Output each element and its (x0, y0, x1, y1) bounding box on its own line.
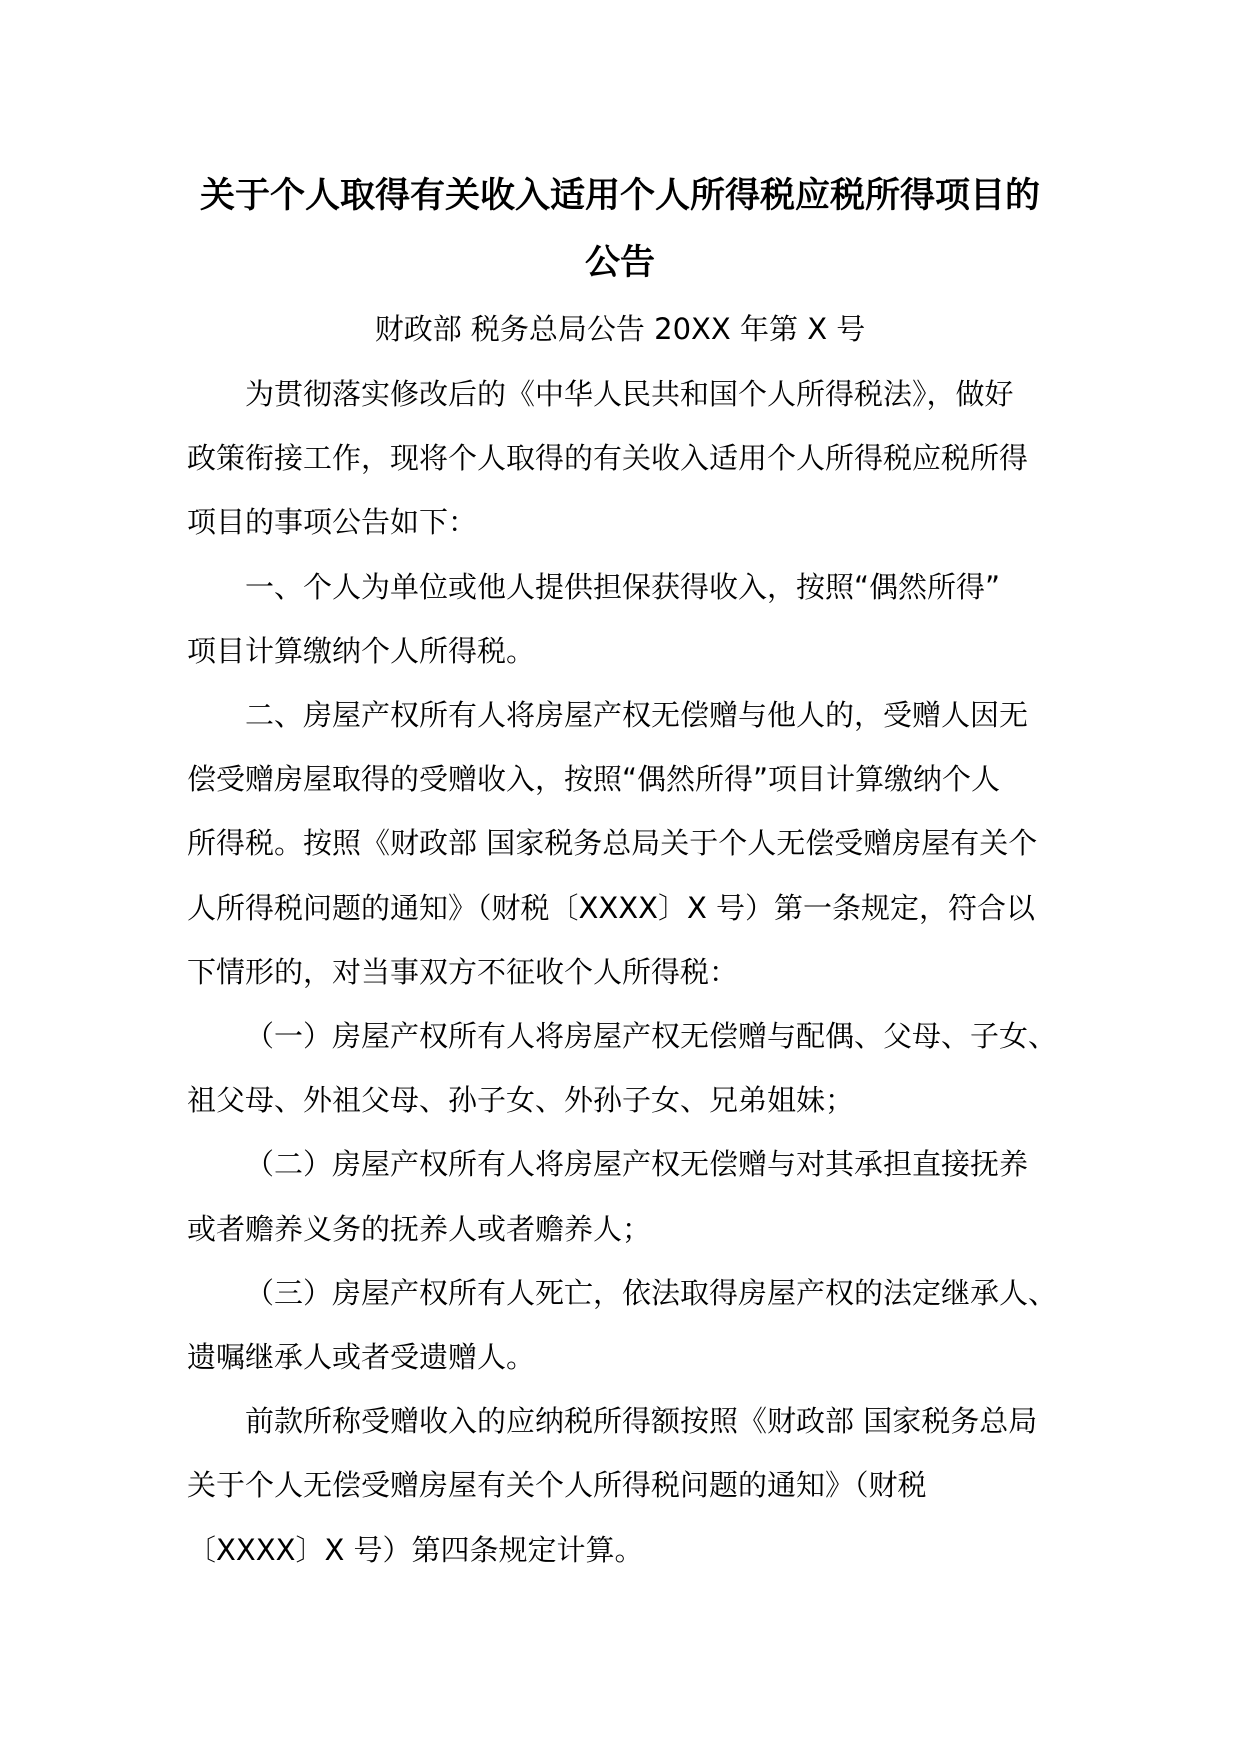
paragraph-line: 祖父母、外祖父母、孙子女、外孙子女、兄弟姐妹； (187, 1083, 855, 1118)
document-title-line-1: 关于个人取得有关收入适用个人所得税应税所得项目的 (199, 176, 1040, 216)
paragraph-line: （三）房屋产权所有人死亡，依法取得房屋产权的法定继承人、 (245, 1275, 1058, 1310)
paragraph-line: 人所得税问题的通知》（财税〔XXXX〕X 号）第一条规定，符合以 (187, 890, 1036, 925)
paragraph-line: 前款所称受赠收入的应纳税所得额按照《财政部 国家税务总局 (245, 1404, 1038, 1439)
paragraph-line: （二）房屋产权所有人将房屋产权无偿赠与对其承担直接抚养 (245, 1147, 1029, 1182)
document-title-line-2: 公告 (584, 243, 655, 283)
paragraph-line: 下情形的，对当事双方不征收个人所得税： (187, 954, 739, 989)
paragraph-line: 二、房屋产权所有人将房屋产权无偿赠与他人的，受赠人因无 (245, 698, 1029, 733)
paragraph (187, 683, 1057, 1004)
paragraph-line: 项目的事项公告如下： (187, 505, 478, 540)
paragraph-line: 关于个人无偿受赠房屋有关个人所得税问题的通知》（财税 (187, 1468, 927, 1503)
paragraph-line: 项目计算缴纳个人所得税。 (187, 633, 536, 668)
paragraph-line: 偿受赠房屋取得的受赠收入，按照“偶然所得”项目计算缴纳个人 (187, 762, 1001, 797)
paragraph-line: 〔XXXX〕X 号）第四条规定计算。 (187, 1532, 644, 1567)
paragraph-line: 所得税。按照《财政部 国家税务总局关于个人无偿受赠房屋有关个 (187, 826, 1038, 861)
paragraph-line: 遗嘱继承人或者受遗赠人。 (187, 1340, 536, 1375)
paragraph (187, 362, 1057, 555)
document-body (187, 362, 1057, 1582)
paragraph (187, 1389, 1057, 1582)
paragraph (187, 1132, 1057, 1260)
paragraph-line: 或者赡养义务的抚养人或者赡养人； (187, 1211, 652, 1246)
document-number: 财政部 税务总局公告 20XX 年第 X 号 (374, 312, 866, 346)
paragraph (187, 555, 1057, 683)
paragraph-line: （一）房屋产权所有人将房屋产权无偿赠与配偶、父母、子女、 (245, 1019, 1058, 1054)
paragraph (187, 1004, 1057, 1132)
paragraph-line: 政策衔接工作，现将个人取得的有关收入适用个人所得税应税所得 (187, 441, 1029, 476)
paragraph-line: 一、个人为单位或他人提供担保获得收入，按照“偶然所得” (245, 569, 1001, 604)
paragraph-line: 为贯彻落实修改后的《中华人民共和国个人所得税法》，做好 (245, 377, 1014, 411)
paragraph (187, 1261, 1057, 1389)
